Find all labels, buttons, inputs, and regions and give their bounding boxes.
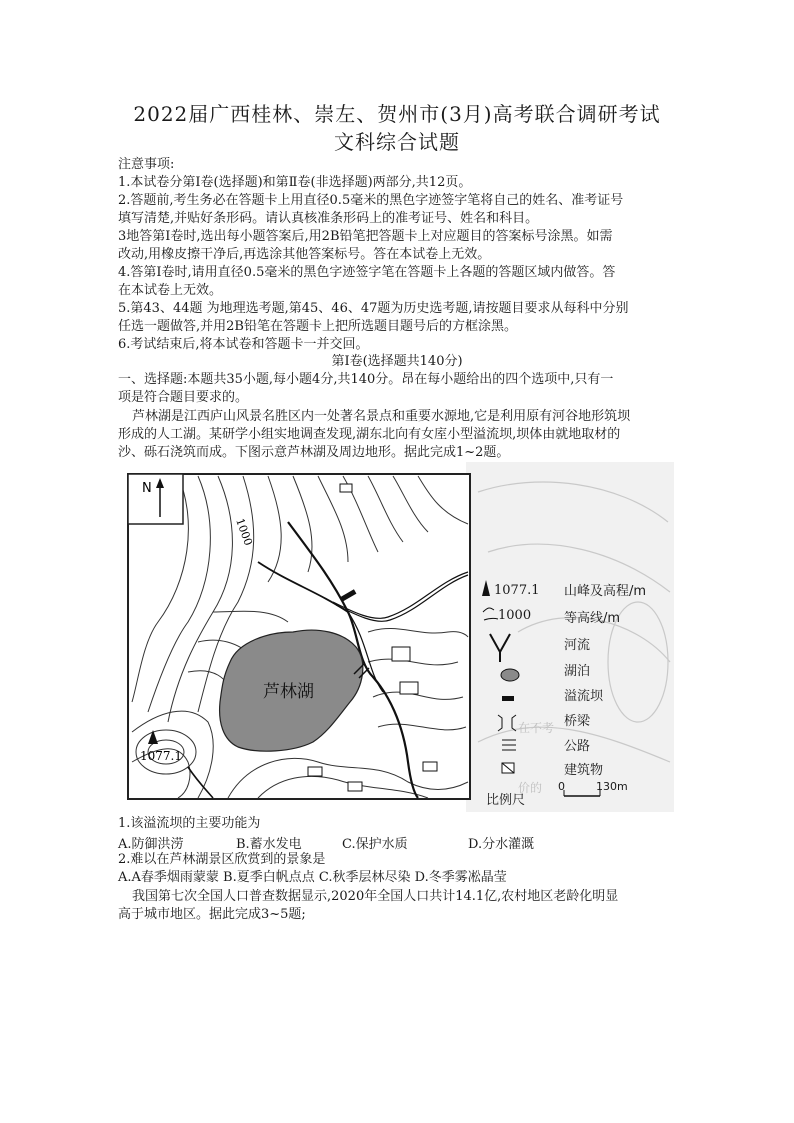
- passage-line: 芦林湖是江西庐山风景名胜区内一处著名景点和重要水源地,它是利用原有河谷地形筑坝: [132, 409, 631, 424]
- exam-title: 2022届广西桂林、崇左、贺州市(3月)高考联合调研考试: [133, 102, 661, 126]
- faint-text: 在不考: [518, 721, 555, 735]
- peak-label: 1077.1: [140, 749, 182, 763]
- notice-line: 改动,用橡皮擦干净后,再选涂其他答案标号。答在本试卷上无效。: [118, 247, 491, 262]
- q1-option: C.保护水质: [342, 837, 408, 852]
- notice-line: 2.答题前,考生务必在答题卡上用直径0.5毫米的黑色字迹签字笔将自己的姓名、准考证号: [118, 193, 624, 208]
- legend-contour: 等高线/m: [564, 611, 621, 626]
- q2-stem: 2.难以在芦林湖景区欣赏到的景象是: [118, 852, 326, 867]
- legend-contour-value: 1000: [498, 608, 532, 623]
- notice-line: 在本试卷上无效。: [118, 283, 223, 298]
- lake-terrain-map: [118, 462, 674, 812]
- north-label: N: [142, 481, 152, 496]
- passage-line: 沙、砾石浇筑而成。下图示意芦林湖及周边地形。据此完成1~2题。: [118, 445, 510, 460]
- passage-line: 形成的人工湖。某研学小组实地调查发现,湖东北向有女庢小型溢流坝,坝体由就地取材的: [118, 427, 621, 442]
- notice-line: 填写清楚,并贴好条形码。请认真核准条形码上的准考证号、姓名和科目。: [118, 211, 539, 226]
- notice-heading: 注意事项:: [118, 157, 175, 172]
- intro-line: 一、选择题:本题共35小题,每小题4分,共140分。昂在每小题给出的四个选项中,只有一: [118, 372, 614, 387]
- scale-zero: 0: [558, 780, 565, 793]
- legend-road: 公路: [564, 739, 591, 754]
- faint-text: 价的: [518, 781, 543, 795]
- notice-line: 6.考试结束后,将本试卷和答题卡一并交回。: [118, 337, 369, 352]
- notice-line: 5.第43、44题 为地理选考题,第45、46、47题为历史选考题,请按题目要求从每科中分别: [118, 301, 629, 316]
- legend-dam-icon: [502, 696, 514, 701]
- intro-line: 项是符合题目要求的。: [118, 390, 249, 405]
- scale-value: 130m: [596, 780, 628, 793]
- q1-option: B.蓄水发电: [236, 837, 302, 852]
- q2-options: A.A春季烟雨蒙蒙 B.夏季白帆点点 C.秋季层林尽染 D.冬季雾凇晶莹: [118, 870, 507, 885]
- exam-subtitle: 文科综合试题: [334, 130, 460, 154]
- legend-scale-label: 比例尺: [486, 793, 526, 808]
- legend-lake: 湖泊: [564, 664, 591, 679]
- legend-bridge: 桥梁: [564, 714, 591, 729]
- notice-line: 3地答第Ⅰ卷时,选出每小题答案后,用2B铅笔把答题卡上对应题目的答案标号涂黑。如需: [118, 229, 613, 244]
- passage-line: 高于城市地区。据此完成3~5题;: [118, 907, 306, 922]
- lake-label: 芦林湖: [263, 682, 314, 702]
- q1-stem: 1.该溢流坝的主要功能为: [118, 816, 261, 831]
- notice-line: 任选一题做答,并用2B铅笔在答题卡上把所选题目题号后的方框涂黑。: [118, 319, 517, 334]
- legend-peak: 山峰及高程/m: [564, 584, 647, 599]
- legend-peak-value: 1077.1: [494, 583, 540, 598]
- notice-line: 1.本试卷分第Ⅰ卷(选择题)和第Ⅱ卷(非选择题)两部分,共12页。: [118, 175, 472, 190]
- contour-label: 1000: [233, 516, 255, 548]
- legend-river: 河流: [564, 638, 591, 653]
- q1-option: A.防御洪涝: [118, 837, 184, 852]
- legend-dam: 溢流坝: [564, 689, 604, 704]
- section-heading: 第Ⅰ卷(选择题共140分): [331, 354, 463, 369]
- q1-option: D.分水灌溉: [468, 837, 535, 852]
- notice-line: 4.答第Ⅰ卷时,请用直径0.5毫米的黑色字迹签字笔在答题卡上各题的答题区域内做答。答: [118, 265, 616, 280]
- legend-building: 建筑物: [564, 763, 604, 778]
- passage-line: 我国第七次全国人口普查数据显示,2020年全国人口共计14.1亿,农村地区老龄化明显: [132, 889, 619, 904]
- legend-lake-icon: [501, 669, 519, 681]
